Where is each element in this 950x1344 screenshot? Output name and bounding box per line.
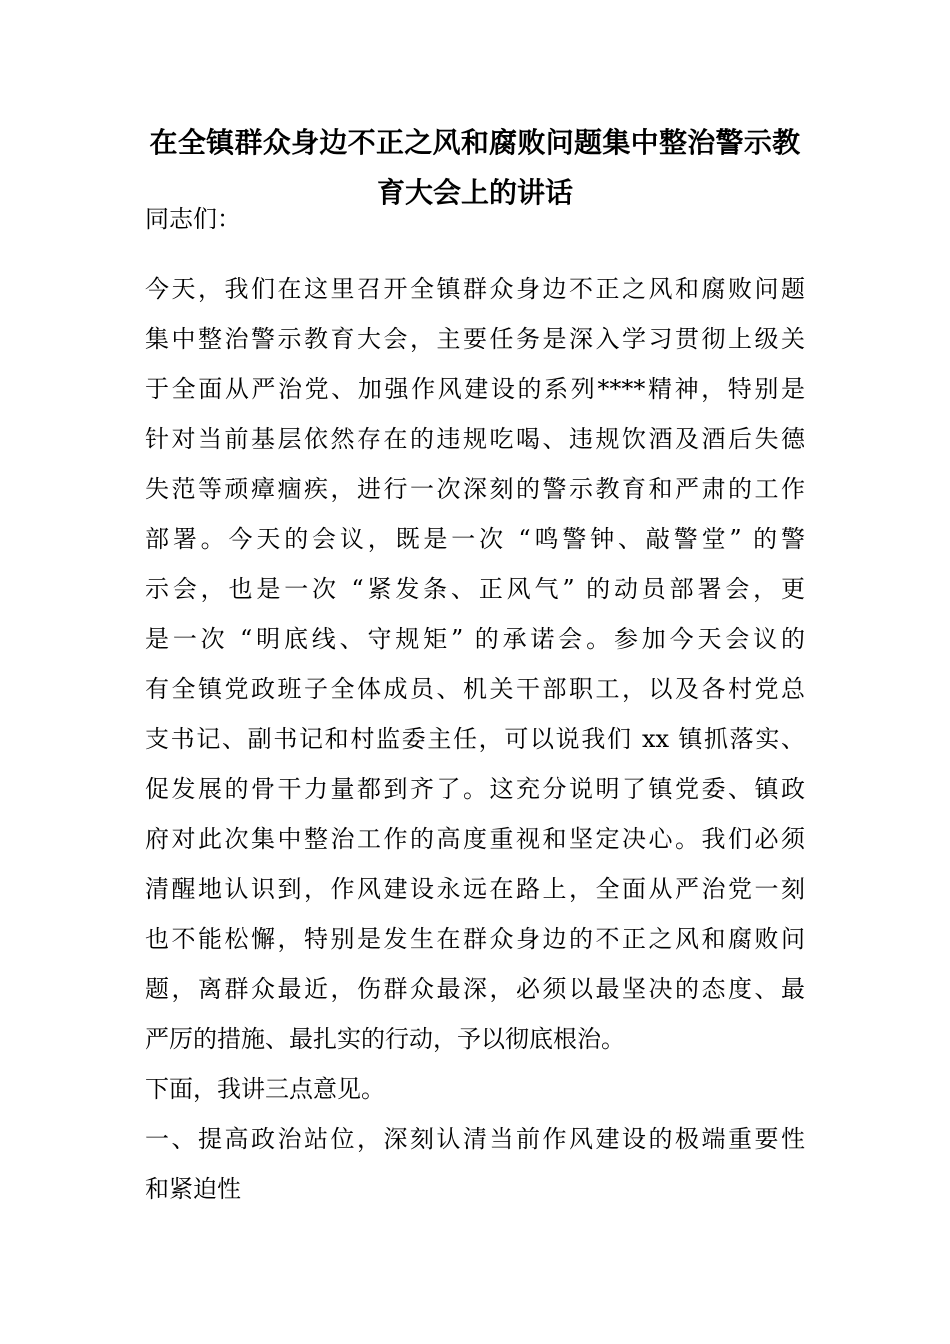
- paragraph-line: 于全面从严治党、加强作风建设的系列****精神，特别是: [145, 375, 805, 403]
- paragraph-line: 也不能松懈，特别是发生在群众身边的不正之风和腐败问: [145, 925, 805, 953]
- paragraph-line: 失范等顽瘴痼疾，进行一次深刻的警示教育和严肃的工作: [145, 475, 805, 503]
- document-title-line-1: 在全镇群众身边不正之风和腐败问题集中整治警示教: [149, 126, 801, 159]
- paragraph-line: 部署。今天的会议，既是一次 “鸣警钟、敲警堂” 的警: [145, 525, 805, 553]
- paragraph-line: 支书记、副书记和村监委主任，可以说我们 xx 镇抓落实、: [145, 725, 805, 753]
- paragraph-line: 集中整治警示教育大会，主要任务是深入学习贯彻上级关: [145, 325, 805, 353]
- paragraph-line: 今天，我们在这里召开全镇群众身边不正之风和腐败问题: [145, 275, 805, 303]
- paragraph-line: 是一次 “明底线、守规矩” 的承诺会。参加今天会议的: [145, 625, 805, 653]
- paragraph-line: 促发展的骨干力量都到齐了。这充分说明了镇党委、镇政: [145, 775, 805, 803]
- paragraph-line: 有全镇党政班子全体成员、机关干部职工，以及各村党总: [145, 675, 805, 703]
- paragraph-line: 府对此次集中整治工作的高度重视和坚定决心。我们必须: [145, 825, 805, 853]
- section-heading-line: 一、提高政治站位，深刻认清当前作风建设的极端重要性: [145, 1125, 805, 1153]
- paragraph-line: 题，离群众最近，伤群众最深，必须以最坚决的态度、最: [145, 975, 805, 1003]
- paragraph-line: 示会，也是一次 “紧发条、正风气” 的动员部署会，更: [145, 575, 805, 603]
- salutation: 同志们：: [145, 205, 241, 233]
- paragraph-line: 针对当前基层依然存在的违规吃喝、违规饮酒及酒后失德: [145, 425, 805, 453]
- paragraph-line: 清醒地认识到，作风建设永远在路上，全面从严治党一刻: [145, 875, 805, 903]
- section-heading-line: 和紧迫性: [145, 1175, 241, 1203]
- paragraph-line: 严厉的措施、最扎实的行动，予以彻底根治。: [145, 1025, 625, 1053]
- document-title-line-2: 育大会上的讲话: [376, 176, 573, 209]
- transition-sentence: 下面，我讲三点意见。: [145, 1075, 385, 1103]
